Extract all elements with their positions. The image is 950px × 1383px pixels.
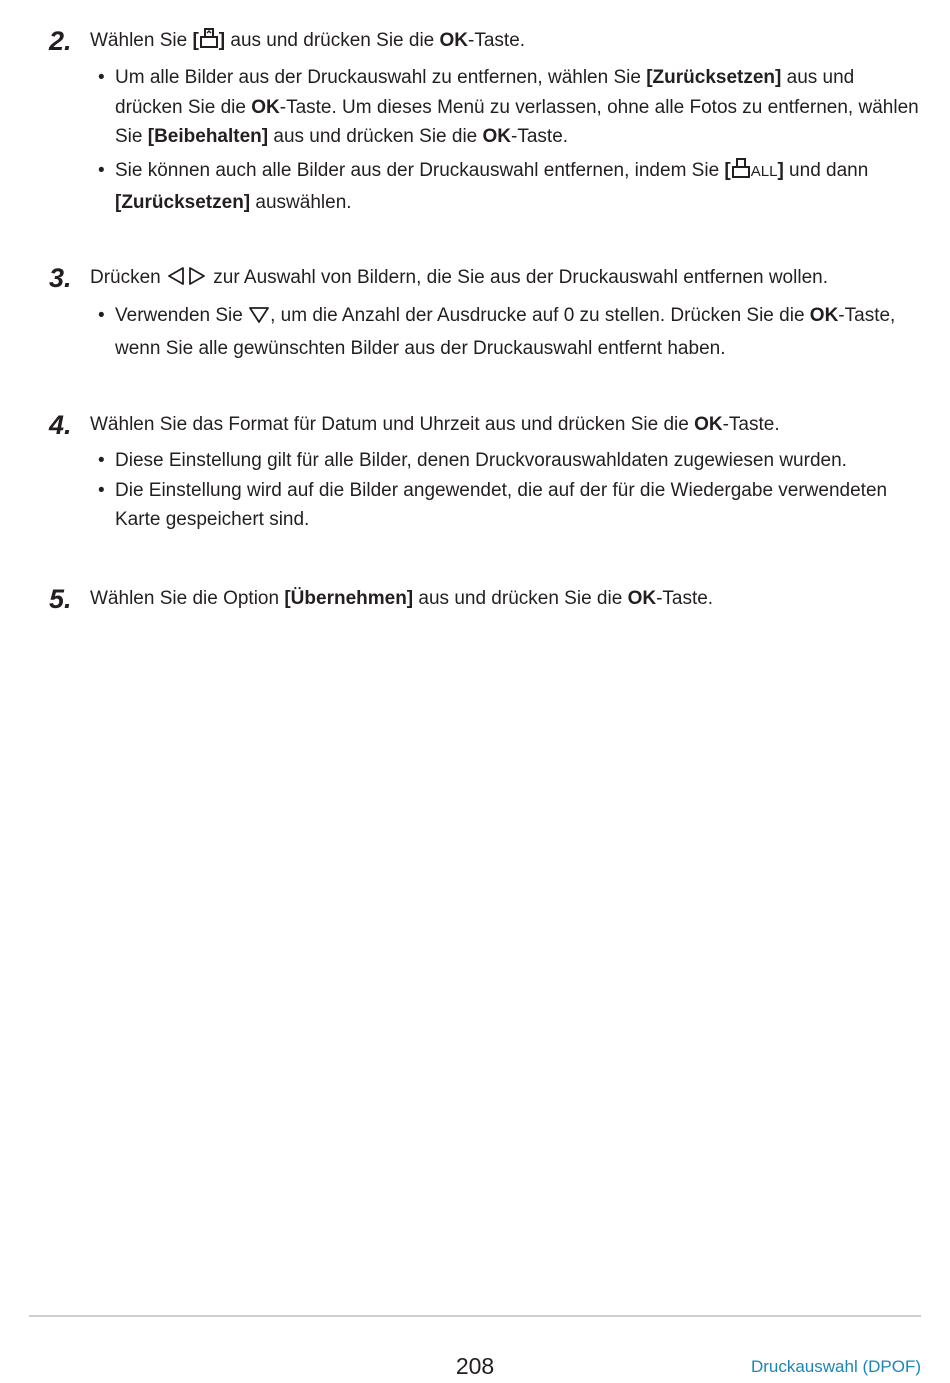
step-number: 4. [49,410,72,440]
down-arrow-icon [248,304,270,334]
step-number: 2. [49,26,72,56]
step-instruction: Drücken zur Auswahl von Bildern, die Sie aus der Druckauswahl entfernen wollen. [90,263,828,295]
step-number: 5. [49,584,72,614]
step-instruction: Wählen Sie [ ] aus und drücken Sie die OK-Taste. [90,26,525,58]
list-item: • Um alle Bilder aus der Druckauswahl zu entfernen, wählen Sie [Zurücksetzen] aus und drücken Sie die OK-Taste. Um dieses Menü zu verlassen, ohne alle Fotos zu entfernen, wählen Sie [Beibehalten] aus und drücken Sie die OK-Taste. [98,67,919,147]
list-item: • Sie können auch alle Bilder aus der Druckauswahl entfernen, indem Sie [ ALL] und dann [Zurücksetzen] auswählen. [115,156,925,218]
left-right-arrows-icon [166,266,208,295]
print-all-icon [731,157,751,189]
print-order-icon [199,27,219,58]
all-label: ALL [750,162,778,180]
step-2-bullets [98,63,925,222]
step-3-bullets [98,301,925,367]
footer-divider [29,1315,921,1317]
step-number: 3. [49,263,72,293]
section-link[interactable]: Druckauswahl (DPOF) [750,1357,921,1376]
step-instruction: Wählen Sie die Option [Übernehmen] aus und drücken Sie die OK-Taste. [90,588,714,609]
list-item: • Verwenden Sie , um die Anzahl der Ausdrucke auf 0 zu stellen. Drücken Sie die OK-Taste, wenn Sie alle gewünschten Bilder aus der Druckauswahl entfernt haben. [98,305,896,359]
step-instruction: Wählen Sie das Format für Datum und Uhrzeit aus und drücken Sie die OK-Taste. [90,414,780,435]
list-item: • Die Einstellung wird auf die Bilder angewendet, die auf der für die Wiedergabe verwendeten Karte gespeichert sind. [98,479,888,530]
list-item: • Diese Einstellung gilt für alle Bilder, denen Druckvorauswahldaten zugewiesen wurden. [98,450,847,471]
step-4-bullets [98,446,925,539]
page-number: 208 [455,1353,495,1379]
